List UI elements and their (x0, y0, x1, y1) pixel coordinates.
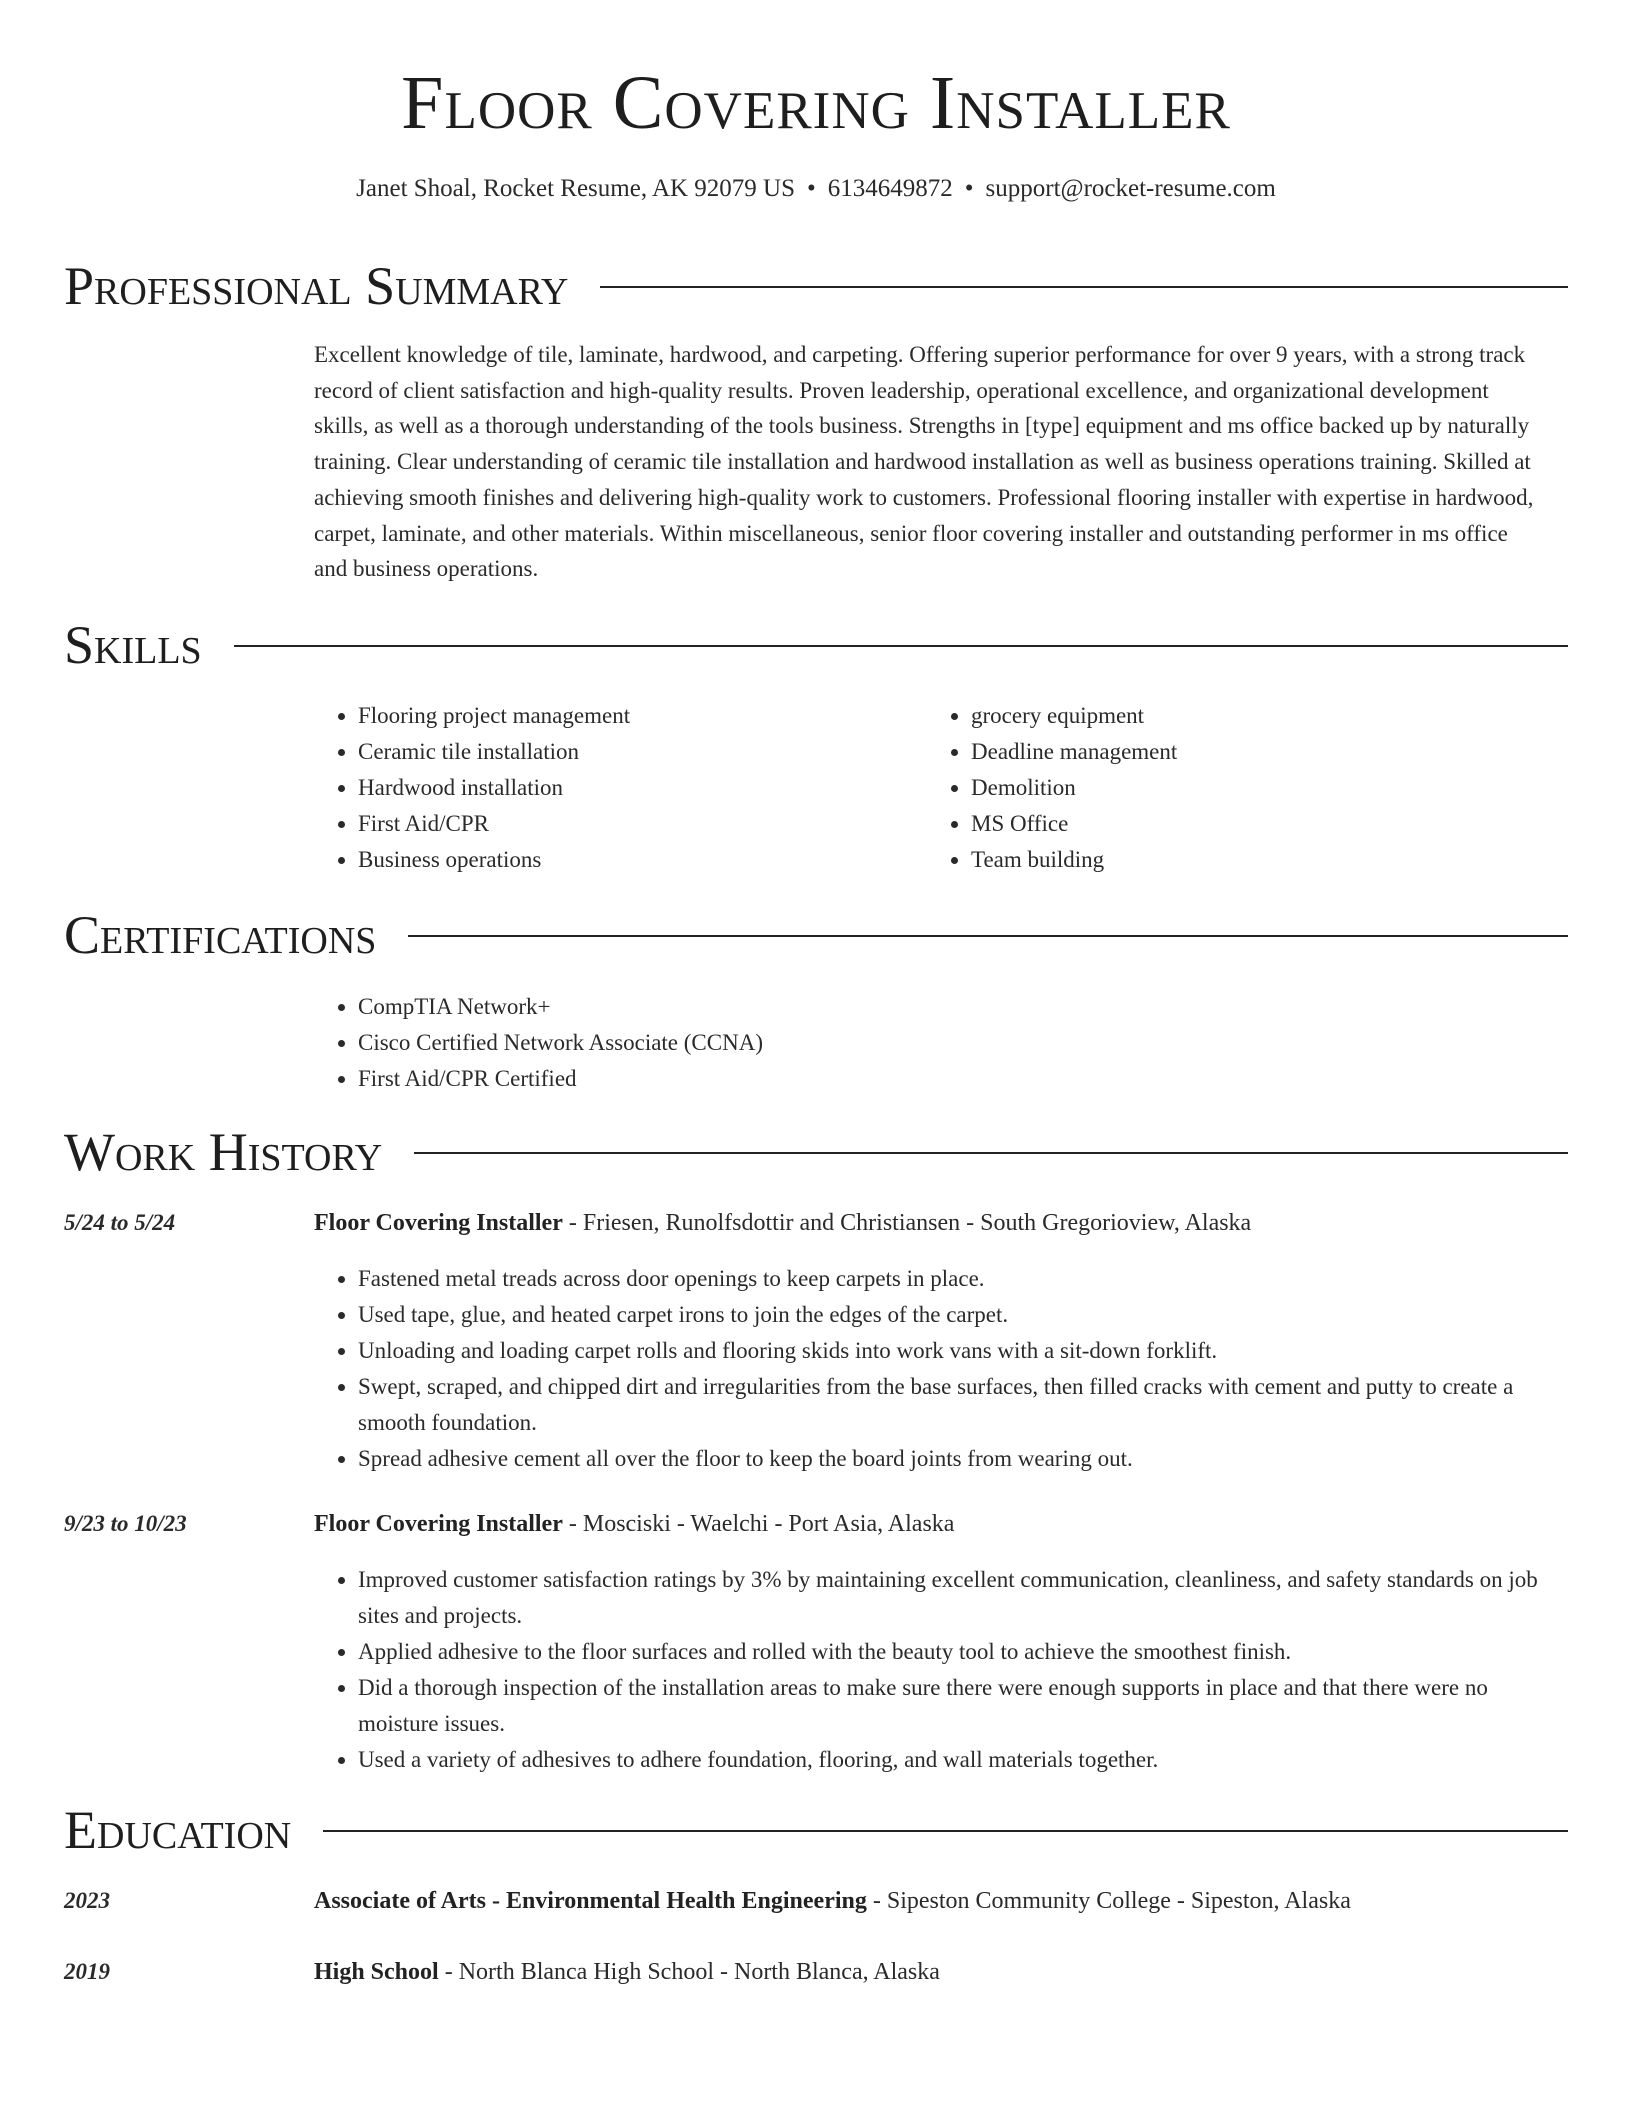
section-divider (414, 1152, 1568, 1154)
job-bullet: • Used a variety of adhesives to adhere foundation, flooring, and wall materials together. (358, 1742, 1556, 1778)
work-heading: Work History (64, 1122, 383, 1182)
job-bullet: • Swept, scraped, and chipped dirt and irregularities from the base surfaces, then filled cracks with cement and putty to create a smooth foundation. (358, 1369, 1556, 1441)
certifications-section-header (64, 900, 1568, 970)
contact-phone: 6134649872 (827, 175, 953, 202)
section-divider (600, 286, 1568, 288)
certification-item: • First Aid/CPR Certified (358, 1061, 1214, 1097)
skill-item: • Deadline management (971, 734, 1487, 770)
summary-heading: Professional Summary (64, 256, 569, 316)
certification-item: • Cisco Certified Network Associate (CCNA) (358, 1025, 1214, 1061)
job-bullets (314, 1562, 1556, 1778)
contact-separator: • (964, 175, 974, 202)
job-bullet: • Applied adhesive to the floor surfaces and rolled with the beauty tool to achieve the smoothest finish. (358, 1634, 1556, 1670)
work-section-header (64, 1117, 1568, 1187)
section-divider (234, 645, 1568, 647)
skill-item: • MS Office (971, 806, 1487, 842)
summary-section-header (64, 251, 1568, 321)
job-dates: 9/23 to 10/23 (64, 1511, 187, 1536)
education-line (314, 1955, 1568, 1989)
contact-line (0, 172, 1632, 206)
skill-item: • Business operations (358, 842, 874, 878)
job-bullet: • Used tape, glue, and heated carpet irons to join the edges of the carpet. (358, 1297, 1556, 1333)
skills-list-left (314, 698, 874, 878)
job-title-line (314, 1206, 1568, 1240)
education-degree: High School (314, 1959, 439, 1985)
job-bullet: • Unloading and loading carpet rolls and flooring skids into work vans with a sit-down forklift. (358, 1333, 1556, 1369)
certification-item: • CompTIA Network+ (358, 989, 1214, 1025)
skills-list-right (927, 698, 1487, 878)
education-section-header (64, 1795, 1568, 1865)
job-details: - Friesen, Runolfsdottir and Christiansen - South Gregorioview, Alaska (562, 1210, 1252, 1236)
job-details: - Mosciski - Waelchi - Port Asia, Alaska (562, 1511, 955, 1537)
skill-item: • grocery equipment (971, 698, 1487, 734)
skill-item: • Demolition (971, 770, 1487, 806)
education-heading: Education (64, 1800, 292, 1860)
contact-email: support@rocket-resume.com (985, 175, 1276, 202)
education-line (314, 1884, 1568, 1918)
summary-text: Excellent knowledge of tile, laminate, hardwood, and carpeting. Offering superior performance for over 9 years, with a strong track record of client satisfaction and high-quality results. Proven leadership, operational excellence, and organizational development skills, as well as a thorough understanding of the tools business. Strengths in [type] equipment and ms office backed up by naturally training. Clear understanding of ceramic tile installation and hardwood installation as well as business operations training. Skilled at achieving smooth finishes and delivering high-quality work to customers. Professional flooring installer with expertise in hardwood, carpet, laminate, and other materials. Within miscellaneous, senior floor covering installer and outstanding performer in ms office and business operations. (314, 342, 1534, 582)
job-bullet: • Improved customer satisfaction ratings by 3% by maintaining excellent communication, cleanliness, and safety standards on job sites and projects. (358, 1562, 1556, 1634)
job-role: Floor Covering Installer (314, 1511, 563, 1537)
contact-separator: • (807, 175, 816, 202)
certifications-heading: Certifications (64, 905, 377, 965)
skill-item: • Flooring project management (358, 698, 874, 734)
job-role: Floor Covering Installer (314, 1210, 563, 1236)
education-details: - Sipeston Community College - Sipeston, Alaska (866, 1888, 1351, 1914)
education-details: - North Blanca High School - North Blanca, Alaska (438, 1959, 940, 1985)
resume-title: Floor Covering Installer (401, 61, 1231, 145)
skill-item: • Ceramic tile installation (358, 734, 874, 770)
job-bullets (314, 1261, 1556, 1477)
education-degree: Associate of Arts - Environmental Health Engineering (314, 1888, 867, 1914)
skill-item: • First Aid/CPR (358, 806, 874, 842)
job-bullet: • Fastened metal treads across door openings to keep carpets in place. (358, 1261, 1556, 1297)
skill-item: • Hardwood installation (358, 770, 874, 806)
section-divider (323, 1830, 1568, 1832)
job-dates: 5/24 to 5/24 (64, 1210, 176, 1235)
education-year: 2019 (64, 1959, 110, 1984)
job-bullet: • Spread adhesive cement all over the floor to keep the board joints from wearing out. (358, 1441, 1556, 1477)
skills-heading: Skills (64, 615, 202, 675)
certifications-list (314, 989, 1214, 1097)
section-divider (408, 935, 1568, 937)
skills-section-header (64, 610, 1568, 680)
job-bullet: • Did a thorough inspection of the installation areas to make sure there were enough supports in place and that there were no moisture issues. (358, 1670, 1556, 1742)
job-title-line (314, 1507, 1568, 1541)
skill-item: • Team building (971, 842, 1487, 878)
contact-address: Janet Shoal, Rocket Resume, AK 92079 US (356, 175, 796, 202)
education-year: 2023 (64, 1888, 110, 1913)
